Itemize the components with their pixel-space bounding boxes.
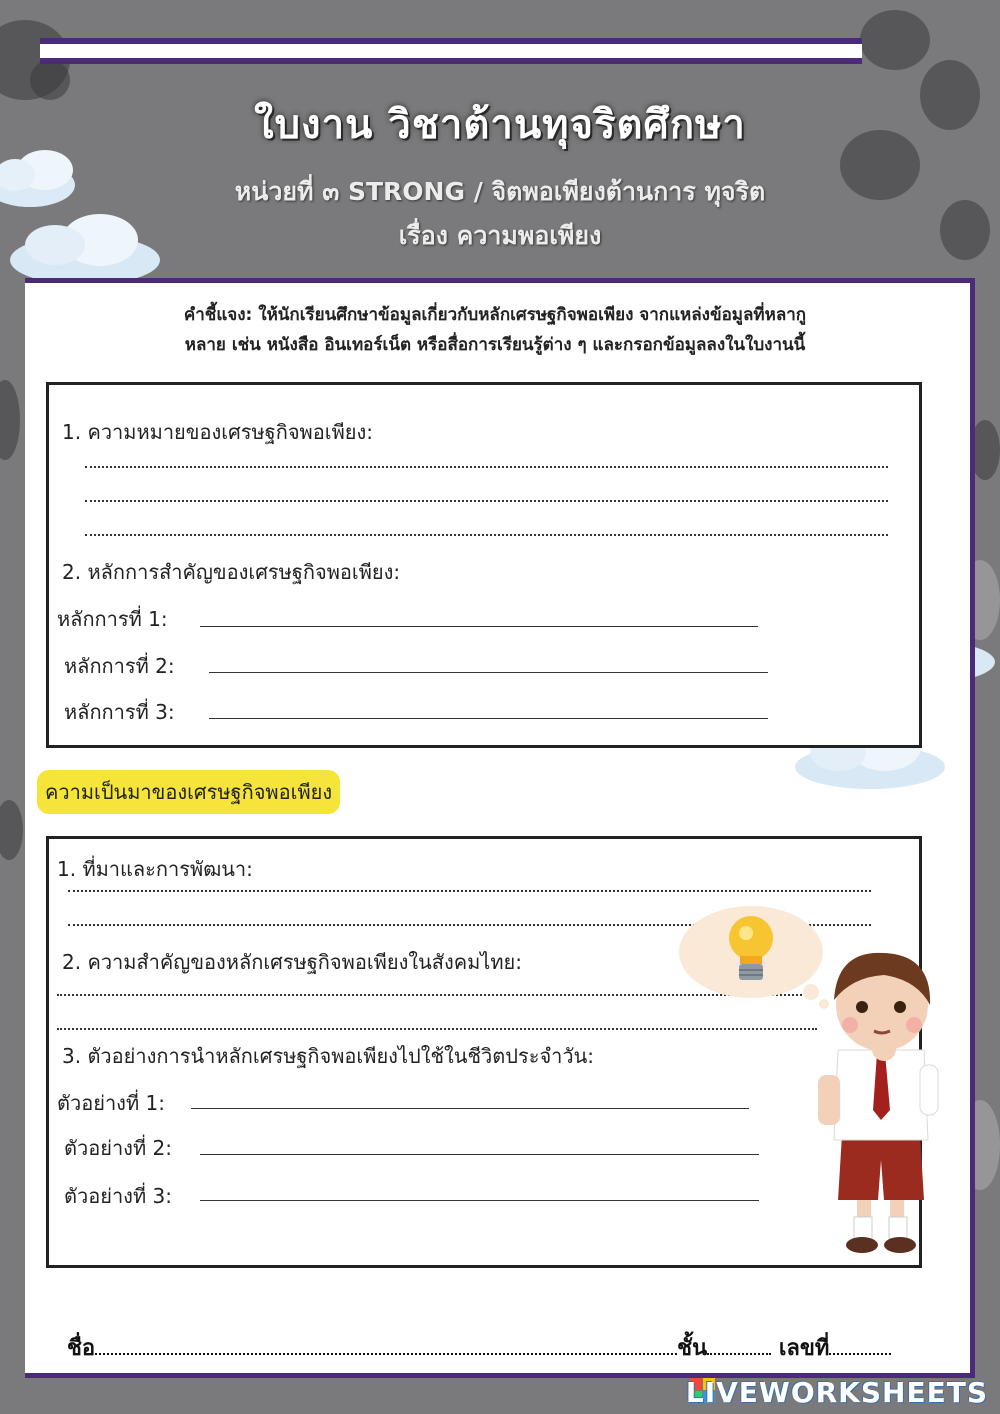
class-field[interactable]: [707, 1353, 771, 1355]
principle-3-answer-line[interactable]: [209, 718, 768, 719]
worksheet-topic: เรื่อง ความพอเพียง: [398, 221, 602, 250]
question-importance: 2. ความสำคัญของหลักเศรษฐกิจพอเพียงในสังคมไทย:: [62, 950, 523, 974]
question-principles: 2. หลักการสำคัญของเศรษฐกิจพอเพียง:: [62, 560, 401, 584]
name-field[interactable]: [95, 1353, 677, 1355]
class-label: ชั้น: [677, 1336, 708, 1361]
example-1-answer-line[interactable]: [191, 1108, 749, 1109]
name-label: ชื่อ: [67, 1336, 96, 1361]
example-2-label: ตัวอย่างที่ 2:: [64, 1136, 172, 1160]
example-3-label: ตัวอย่างที่ 3:: [64, 1184, 172, 1208]
example-2-answer-line[interactable]: [200, 1154, 759, 1155]
principle-2-label: หลักการที่ 2:: [64, 654, 175, 678]
footer-student-info: [67, 1330, 891, 1365]
instructions-line: หลาย เช่น หนังสือ อินเทอร์เน็ต หรือสื่อการเรียนรู้ต่าง ๆ และกรอกข้อมูลลงในใบงานนี้: [184, 335, 806, 355]
section-tag-history: ความเป็นมาของเศรษฐกิจพอเพียง: [37, 770, 340, 814]
answer-line[interactable]: [57, 1028, 817, 1030]
example-1-label: ตัวอย่างที่ 1:: [57, 1091, 165, 1115]
question-meaning: 1. ความหมายของเศรษฐกิจพอเพียง:: [62, 420, 373, 444]
liveworksheets-brand: LIVEWORKSHEETS: [685, 1376, 988, 1409]
top-frame-bar: [40, 38, 862, 64]
number-label: เลขที่: [778, 1336, 830, 1361]
question-origin: 1. ที่มาและการพัฒนา:: [57, 857, 253, 881]
answer-line[interactable]: [85, 466, 888, 468]
principle-2-answer-line[interactable]: [209, 672, 768, 673]
instructions-line: คำชี้แจง: ให้นักเรียนศึกษาข้อมูลเกี่ยวกับหลักเศรษฐกิจพอเพียง จากแหล่งข้อมูลที่หลากู: [183, 305, 807, 325]
answer-line[interactable]: [85, 500, 888, 502]
question-examples: 3. ตัวอย่างการนำหลักเศรษฐกิจพอเพียงไปใช้ในชีวิตประจำวัน:: [62, 1044, 595, 1068]
worksheet-title: ใบงาน วิชาต้านทุจริตศึกษา: [254, 102, 746, 148]
worksheet-subtitle: หน่วยที่ ๓ STRONG / จิตพอเพียงต้านการ ทุจริต: [234, 177, 766, 206]
principle-1-answer-line[interactable]: [200, 626, 758, 627]
example-3-answer-line[interactable]: [200, 1200, 759, 1201]
answer-line[interactable]: [68, 890, 871, 892]
principle-1-label: หลักการที่ 1:: [57, 607, 168, 631]
instructions: [30, 300, 960, 360]
answer-line[interactable]: [85, 534, 888, 536]
student-boy-illustration: [812, 945, 947, 1265]
number-field[interactable]: [829, 1353, 891, 1355]
principle-3-label: หลักการที่ 3:: [64, 700, 175, 724]
